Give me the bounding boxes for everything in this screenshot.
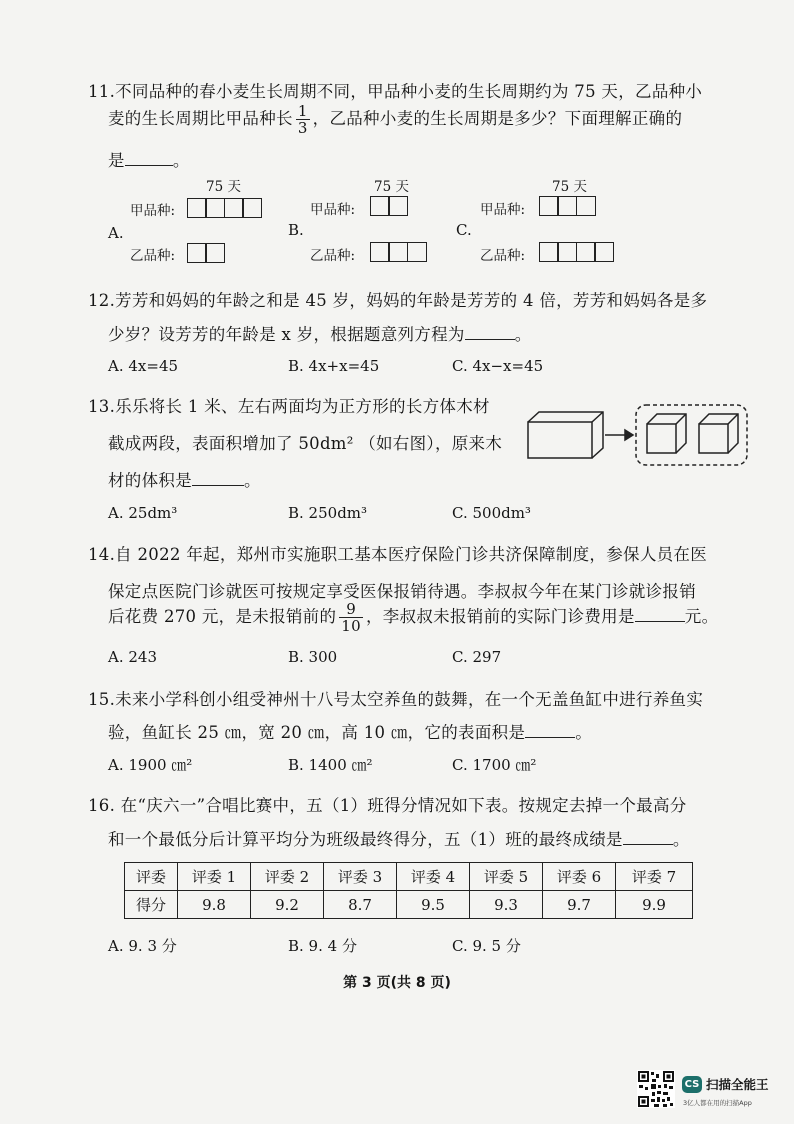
table-header-cell: 评委 5 [470,863,543,891]
page-footer: 第 3 页(共 8 页) [343,975,451,991]
q13-line3-end: 。 [244,471,261,490]
table-header-cell: 评委 6 [543,863,616,891]
q11-opt-c-yi-label: 乙品种: [480,248,526,264]
q11-opt-b-yi-boxes [370,242,425,262]
q12-line1: 12.芳芳和妈妈的年龄之和是 45 岁，妈妈的年龄是芳芳的 4 倍，芳芳和妈妈各是多 [88,291,708,310]
q12-line2-text: 少岁？设芳芳的年龄是 x 岁，根据题意列方程为 [108,325,465,344]
q15-answer-blank[interactable] [525,723,575,738]
q11-opt-b-days-label: 75 天 [374,179,409,195]
q16-answer-blank[interactable] [623,830,673,845]
q16-line2-text: 和一个最低分后计算平均分为班级最终得分，五（1）班的最终成绩是 [108,830,623,849]
table-cell: 8.7 [324,891,397,919]
q11-opt-c-letter[interactable]: C. [456,221,472,239]
table-cell: 9.9 [616,891,693,919]
q11-opt-a-jia-label: 甲品种: [130,203,176,219]
q12-option-b[interactable]: B. 4x+x=45 [288,357,380,375]
table-header-cell: 评委 1 [178,863,251,891]
table-cell: 9.3 [470,891,543,919]
q12-answer-blank[interactable] [465,325,515,340]
q11-line3 [108,147,190,171]
table-cell: 9.8 [178,891,251,919]
table-row [125,891,693,919]
q14-line3-end: 元。 [684,607,719,626]
q14-line2: 保定点医院门诊就医可按规定享受医保报销待遇。李叔叔今年在某门诊就诊报销 [108,582,696,601]
q11-opt-a-days-label: 75 天 [206,179,241,195]
q13-answer-blank[interactable] [192,471,244,486]
q11-opt-a-jia-boxes [187,198,261,218]
q12-option-a[interactable]: A. 4x=45 [108,357,179,375]
table-header-cell: 评委 2 [251,863,324,891]
q11-opt-c-yi-boxes [539,242,613,262]
q14-line3-text-b: ，李叔叔未报销前的实际门诊费用是 [365,607,635,626]
q11-opt-b-letter[interactable]: B. [288,221,304,239]
table-cell: 得分 [125,891,178,919]
table-cell: 9.2 [251,891,324,919]
table-header-cell: 评委 3 [324,863,397,891]
q11-opt-a-letter[interactable]: A. [108,224,124,242]
q13-option-a[interactable]: A. 25dm³ [108,504,178,522]
cube-1 [647,424,676,453]
q12-line2-end: 。 [514,325,532,344]
q13-line1: 13.乐乐将长 1 米、左右两面均为正方形的长方体木材 [88,397,490,416]
q11-opt-c-days-label: 75 天 [552,179,587,195]
table-header-cell: 评委 7 [616,863,693,891]
q16-option-b[interactable]: B. 9. 4 分 [288,937,357,955]
table-cell: 9.5 [397,891,470,919]
q12-option-c[interactable]: C. 4x−x=45 [452,357,544,375]
q13-option-b[interactable]: B. 250dm³ [288,504,368,522]
q11-line2-text-a: 麦的生长周期比甲品种长 [108,109,293,128]
q12-line2 [108,321,532,345]
q11-line3-text: 是 [108,151,125,170]
q11-fraction-numerator: 1 [297,102,308,120]
q13-line3-text: 材的体积是 [108,471,192,490]
q14-fraction-denominator: 10 [341,617,361,635]
q13-line2: 截成两段，表面积增加了 50dm² （如右图），原来木 [108,434,503,453]
q14-option-a[interactable]: A. 243 [108,648,157,666]
q11-line2-text-b: ，乙品种小麦的生长周期是多少？下面理解正确的 [312,109,683,128]
q14-fraction [339,601,363,634]
q14-answer-blank[interactable] [635,607,685,622]
q11-opt-c-jia-label: 甲品种: [480,202,526,218]
q11-answer-blank[interactable] [125,151,173,166]
table-header-cell: 评委 [125,863,178,891]
q13-wood-cutting-diagram [525,402,750,470]
table-row [125,863,693,891]
q16-score-table [124,862,693,919]
q15-line2 [108,719,592,743]
q16-option-a[interactable]: A. 9. 3 分 [108,937,177,955]
q15-line2-text: 验，鱼缸长 25 ㎝，宽 20 ㎝，高 10 ㎝，它的表面积是 [108,723,526,742]
q11-opt-b-jia-boxes [370,196,407,216]
q11-fraction-denominator: 3 [297,119,308,137]
q14-line1: 14.自 2022 年起，郑州市实施职工基本医疗保险门诊共济保障制度，参保人员在医 [88,545,708,564]
q15-option-b[interactable]: B. 1400 ㎝² [288,756,373,774]
table-cell: 9.7 [543,891,616,919]
camscanner-brand: 扫描全能王 [706,1077,769,1092]
q11-opt-c-jia-boxes [539,196,594,216]
q11-opt-b-yi-label: 乙品种: [310,248,356,264]
camscanner-slogan: 3亿人都在用的扫描App [683,1099,752,1107]
q11-opt-b-jia-label: 甲品种: [310,202,356,218]
q14-line3-text-a: 后花费 270 元，是未报销前的 [108,607,337,626]
q16-line2-end: 。 [672,830,690,849]
q14-line3 [108,601,718,634]
q15-option-a[interactable]: A. 1900 ㎝² [108,756,193,774]
q14-fraction-numerator: 9 [346,600,357,618]
arrow-head [625,430,633,440]
q13-line3 [108,467,261,491]
q15-line2-end: 。 [575,723,593,742]
q11-line3-end: 。 [172,151,190,170]
cuboid-front [528,422,592,458]
q15-option-c[interactable]: C. 1700 ㎝² [452,756,537,774]
q16-option-c[interactable]: C. 9. 5 分 [452,937,521,955]
q11-fraction [296,103,310,136]
q11-opt-a-yi-label: 乙品种: [130,248,176,264]
qr-code-icon [637,1070,675,1108]
q14-option-b[interactable]: B. 300 [288,648,338,666]
table-header-cell: 评委 4 [397,863,470,891]
camscanner-logo-icon: CS [682,1076,702,1093]
q13-option-c[interactable]: C. 500dm³ [452,504,531,522]
cube-2 [699,424,728,453]
q16-line1: 16. 在“庆六一”合唱比赛中，五（1）班得分情况如下表。按规定去掉一个最高分 [88,796,687,815]
q11-line2 [108,103,682,136]
q15-line1: 15.未来小学科创小组受神州十八号太空养鱼的鼓舞，在一个无盖鱼缸中进行养鱼实 [88,690,704,709]
q16-line2 [108,826,690,850]
q14-option-c[interactable]: C. 297 [452,648,502,666]
q11-opt-a-yi-boxes [187,243,224,263]
q11-line1: 11.不同品种的春小麦生长周期不同，甲品种小麦的生长周期约为 75 天，乙品种小 [88,82,703,101]
